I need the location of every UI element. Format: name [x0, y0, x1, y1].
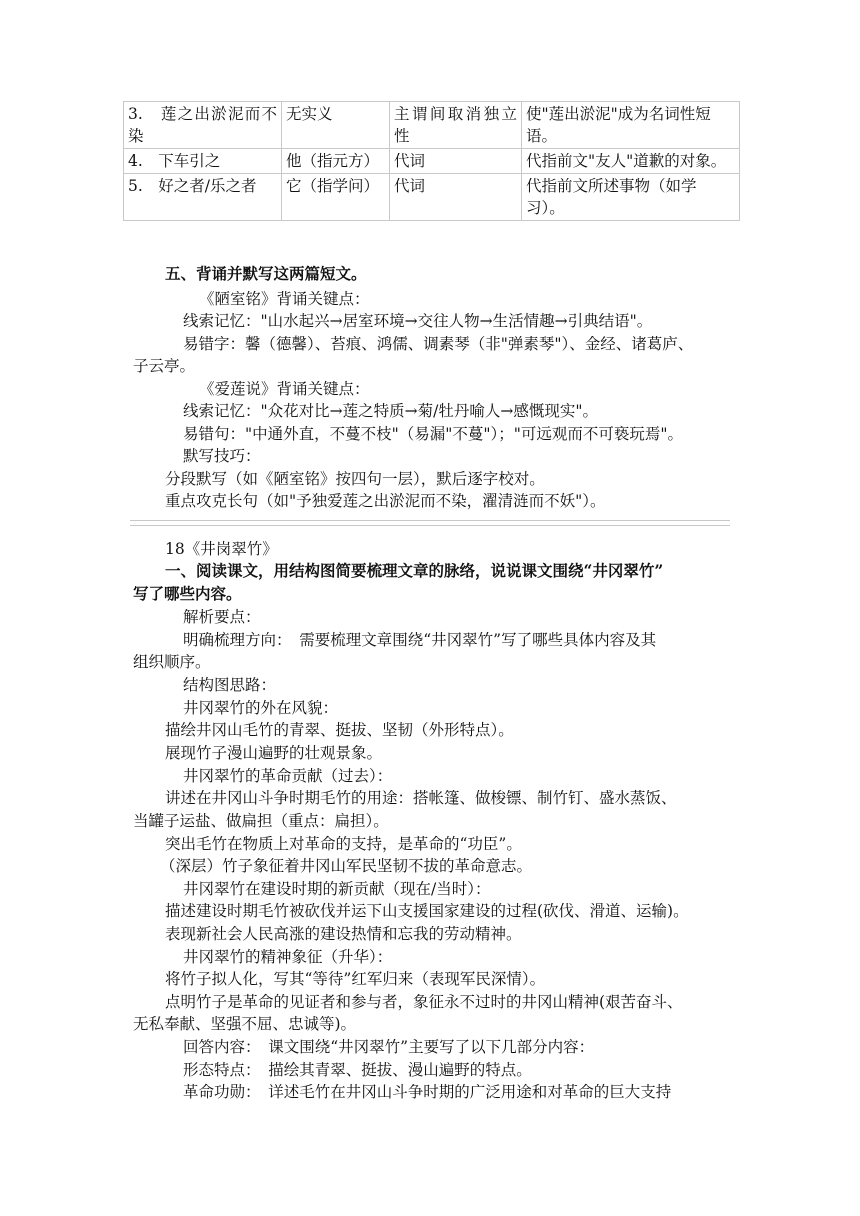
text-line: 易错字：馨（德馨）、苔痕、鸿儒、调素琴（非"弹素琴"）、金经、诸葛庐、 — [183, 335, 694, 353]
question-heading: 写了哪些内容。 — [133, 584, 242, 603]
word-usage-table — [123, 101, 740, 221]
text-line: 解析要点： — [183, 608, 261, 626]
text-line: 默写技巧： — [183, 447, 261, 465]
text-line: 突出毛竹在物质上对革命的支持，是革命的“功臣”。 — [165, 835, 522, 853]
text-line: 描述建设时期毛竹被砍伐并运下山支援国家建设的过程(砍伐、滑道、运输)。 — [165, 902, 689, 920]
text-line: 分段默写（如《陋室铭》按四句一层），默后逐字校对。 — [165, 470, 545, 488]
text-line: 易错句："中通外直，不蔓不枝"（易漏"不蔓"）；"可远观而不可亵玩焉"。 — [183, 425, 684, 443]
table-cell-meaning: 他（指元方） — [282, 149, 390, 174]
table-cell-note: 使"莲出淤泥"成为名词性短语。 — [522, 102, 740, 149]
text-line: 井冈翠竹的精神象征（升华）： — [183, 948, 393, 966]
text-line: 组织顺序。 — [133, 653, 211, 671]
text-line: 《爱莲说》背诵关键点： — [199, 380, 370, 398]
table-cell-note: 代指前文"友人"道歉的对象。 — [522, 149, 740, 174]
text-line: 《陋室铭》背诵关键点： — [199, 290, 370, 308]
table-cell-note: 代指前文所述事物（如学习）。 — [522, 174, 740, 221]
text-line: 重点攻克长句（如"予独爱莲之出淤泥而不染，濯清涟而不妖"）。 — [165, 492, 606, 510]
text-line: 描绘井冈山毛竹的青翠、挺拔、坚韧（外形特点）。 — [165, 721, 514, 739]
table-cell-item: 5. 好之者/乐之者 — [124, 174, 282, 221]
text-line: 展现竹子漫山遍野的壮观景象。 — [165, 744, 383, 762]
table-cell-usage: 代词 — [390, 174, 522, 221]
text-line: 无私奉献、坚强不屈、忠诚等)。 — [133, 1015, 357, 1033]
table-cell-item: 4. 下车引之 — [124, 149, 282, 174]
text-line: 结构图思路： — [183, 676, 277, 694]
text-line: 点明竹子是革命的见证者和参与者，象征永不过时的井冈山精神(艰苦奋斗、 — [165, 993, 683, 1011]
text-line: 当罐子运盐、做扁担（重点：扁担）。 — [133, 812, 389, 830]
text-line: 明确梳理方向： 需要梳理文章围绕“井冈翠竹”写了哪些具体内容及其 — [183, 631, 657, 649]
divider — [130, 520, 730, 526]
table-cell-meaning: 它（指学问） — [282, 174, 390, 221]
text-line: 子云亭。 — [133, 357, 196, 375]
text-line: 将竹子拟人化，写其“等待”红军归来（表现军民深情）。 — [165, 970, 546, 988]
text-line: 线索记忆："众花对比→莲之特质→菊/牡丹喻人→感慨现实"。 — [183, 402, 598, 420]
table-row — [124, 174, 740, 221]
text-line: 表现新社会人民高涨的建设热情和忘我的劳动精神。 — [165, 925, 522, 943]
table-row — [124, 149, 740, 174]
table-cell-usage: 代词 — [390, 149, 522, 174]
text-line: 回答内容： 课文围绕“井冈翠竹”主要写了以下几部分内容： — [183, 1038, 595, 1056]
table-row — [124, 102, 740, 149]
text-line: 线索记忆："山水起兴→居室环境→交往人物→生活情趣→引典结语"。 — [183, 312, 653, 330]
text-line: 形态特点： 描绘其青翠、挺拔、漫山遍野的特点。 — [183, 1061, 532, 1079]
table-cell-item: 3. 莲之出淤泥而不染 — [124, 102, 282, 149]
text-line: （深层）竹子象征着井冈山军民坚韧不拔的革命意志。 — [160, 857, 533, 875]
text-line: 讲述在井冈山斗争时期毛竹的用途：搭帐篷、做梭镖、制竹钉、盛水蒸饭、 — [165, 789, 677, 807]
question-heading: 一、阅读课文，用结构图简要梳理文章的脉络，说说课文围绕“井冈翠竹” — [165, 561, 664, 580]
text-line: 井冈翠竹在建设时期的新贡献（现在/当时）： — [183, 880, 491, 898]
text-line: 革命功勋： 详述毛竹在井冈山斗争时期的广泛用途和对革命的巨大支持 — [183, 1083, 672, 1101]
table-cell-meaning: 无实义 — [282, 102, 390, 149]
text-line: 井冈翠竹的外在风貌： — [183, 699, 339, 717]
table-cell-usage: 主谓间取消独立性 — [390, 102, 522, 149]
section-heading: 五、背诵并默写这两篇短文。 — [165, 264, 367, 283]
text-line: 井冈翠竹的革命贡献（过去）： — [183, 767, 393, 785]
lesson-title: 18《井岗翠竹》 — [165, 540, 278, 558]
